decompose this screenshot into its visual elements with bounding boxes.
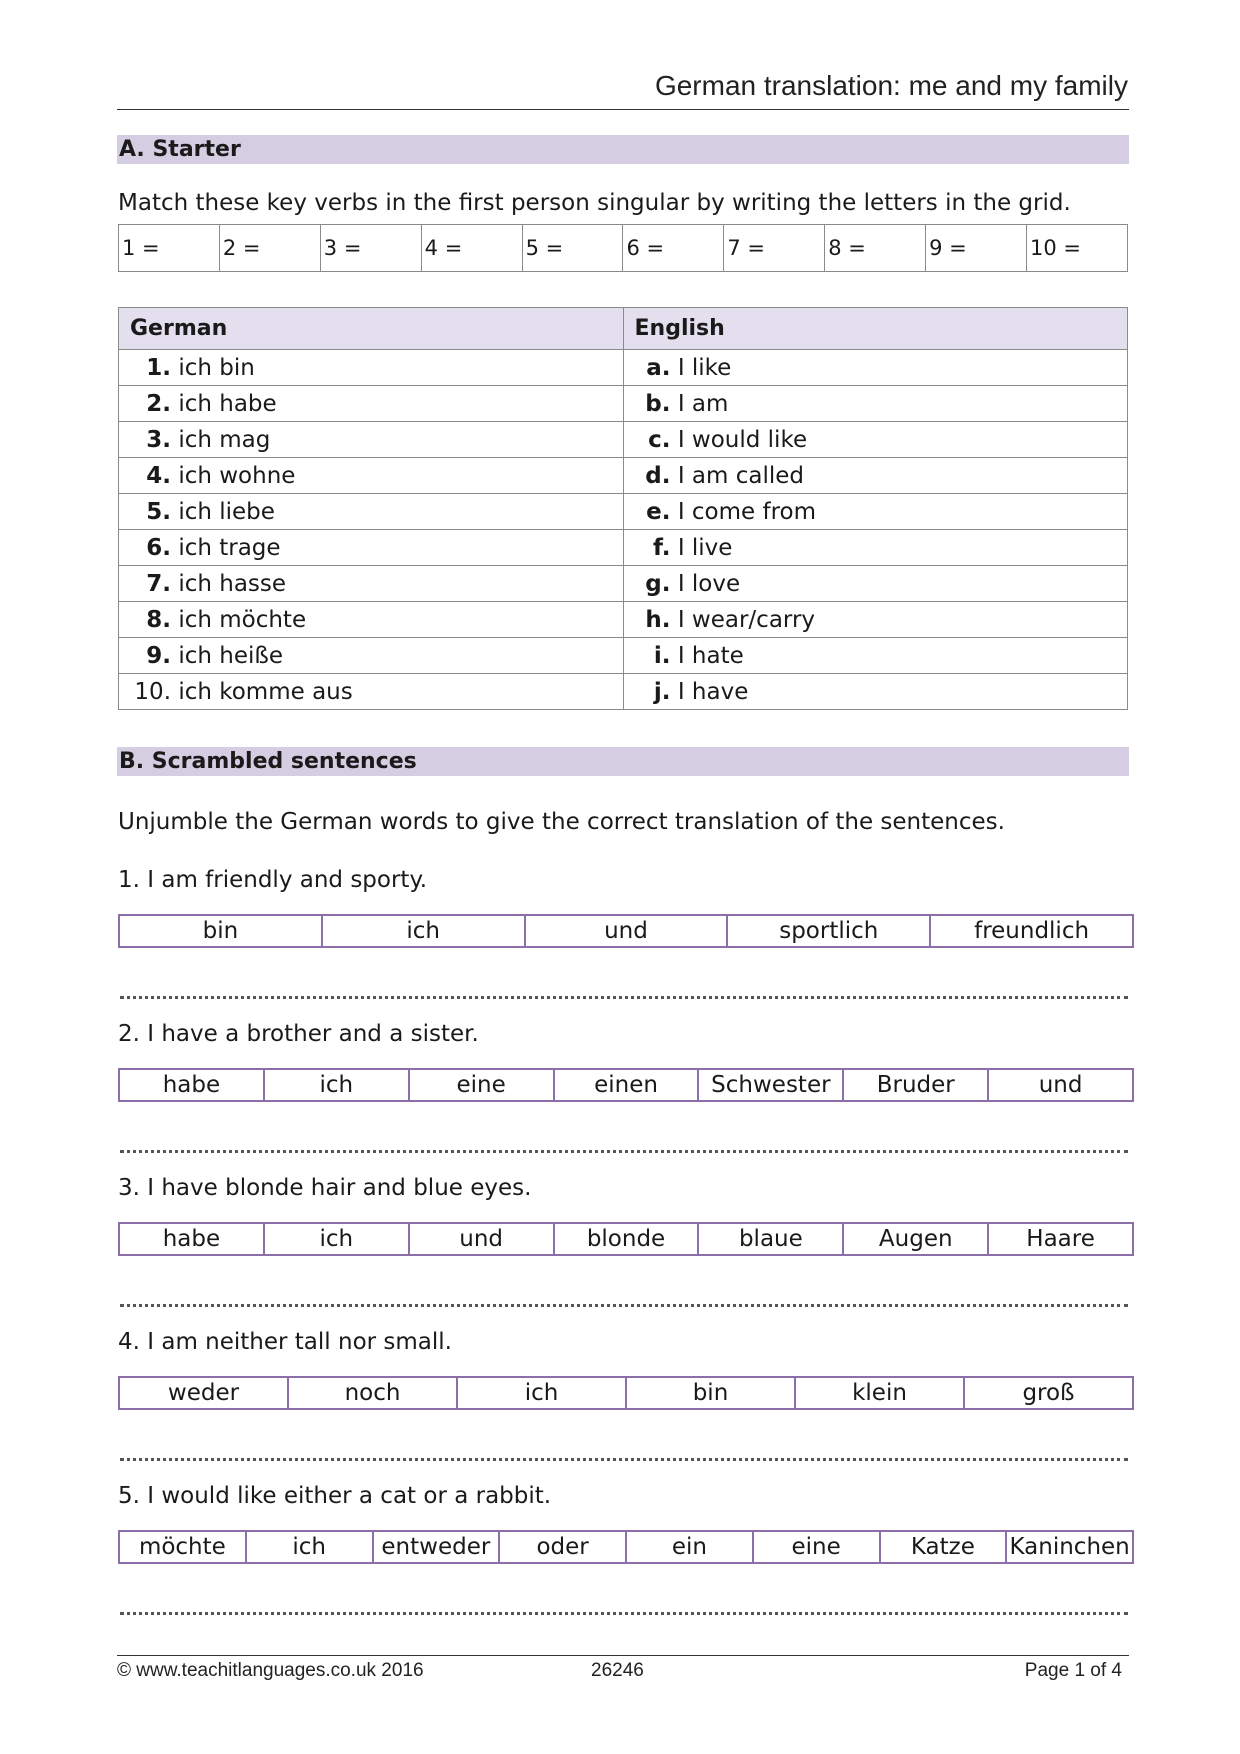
- word-tile: Bruder: [844, 1070, 989, 1100]
- answer-line[interactable]: [120, 1150, 1128, 1153]
- word-bank: [118, 1068, 1134, 1102]
- english-cell: [623, 674, 1128, 710]
- english-verb: I am: [677, 390, 729, 417]
- section-a-heading-text: A. Starter: [119, 137, 241, 162]
- item-number: 9.: [146, 642, 171, 669]
- section-b-heading-text: B. Scrambled sentences: [119, 749, 417, 774]
- answer-cell[interactable]: 4 =: [421, 225, 522, 272]
- english-verb: I wear/carry: [677, 606, 816, 633]
- word-tile: klein: [796, 1378, 965, 1408]
- word-tile: groß: [1022, 1380, 1075, 1406]
- german-cell: [119, 386, 624, 422]
- word-tile: weder: [120, 1378, 289, 1408]
- vocabulary-table: [118, 307, 1128, 710]
- sentence-prompt: 4. I am neither tall nor small.: [118, 1329, 452, 1355]
- item-number: 2.: [146, 390, 171, 417]
- answer-cell[interactable]: 1 =: [119, 225, 220, 272]
- word-bank: [118, 914, 1134, 948]
- answer-cell[interactable]: 10 =: [1027, 225, 1128, 272]
- item-letter: h.: [645, 606, 671, 633]
- english-verb: I come from: [677, 498, 817, 525]
- german-cell: [119, 602, 624, 638]
- section-b-instruction: Unjumble the German words to give the correct translation of the sentences.: [118, 809, 1005, 835]
- german-verb: ich trage: [178, 534, 281, 561]
- item-number: 7.: [146, 570, 171, 597]
- word-tile: Kaninchen: [1009, 1534, 1130, 1560]
- title-divider: [117, 109, 1129, 110]
- english-cell: [623, 566, 1128, 602]
- table-header-row: [119, 308, 1128, 350]
- word-tile: blaue: [699, 1224, 844, 1254]
- word-tile: ich: [265, 1224, 410, 1254]
- answer-line[interactable]: [120, 996, 1128, 999]
- german-verb: ich liebe: [178, 498, 275, 525]
- table-row: [119, 602, 1128, 638]
- item-letter: a.: [646, 354, 671, 381]
- answer-line[interactable]: [120, 1612, 1128, 1615]
- german-cell: [119, 674, 624, 710]
- english-cell: [623, 458, 1128, 494]
- item-letter: b.: [645, 390, 671, 417]
- word-tile: habe: [120, 1070, 265, 1100]
- word-tile: ich: [265, 1070, 410, 1100]
- answer-cell[interactable]: 6 =: [623, 225, 724, 272]
- answer-cell[interactable]: 2 =: [219, 225, 320, 272]
- word-tile: habe: [120, 1224, 265, 1254]
- item-number: 8.: [146, 606, 171, 633]
- answer-cell[interactable]: 3 =: [320, 225, 421, 272]
- english-cell: [623, 422, 1128, 458]
- word-bank: [118, 1530, 1134, 1564]
- table-row: [119, 494, 1128, 530]
- word-tile: Haare: [1026, 1226, 1095, 1252]
- table-row: [119, 458, 1128, 494]
- column-header-german: German: [119, 308, 624, 350]
- german-verb: ich habe: [178, 390, 277, 417]
- item-number: 4.: [146, 462, 171, 489]
- english-verb: I hate: [677, 642, 744, 669]
- table-row: [119, 422, 1128, 458]
- german-cell: [119, 530, 624, 566]
- footer-copyright: © www.teachitlanguages.co.uk 2016: [117, 1660, 424, 1681]
- table-row: [119, 638, 1128, 674]
- word-tile: Schwester: [699, 1070, 844, 1100]
- sentence-prompt: 1. I am friendly and sporty.: [118, 867, 428, 893]
- item-letter: c.: [648, 426, 671, 453]
- word-tile: eine: [410, 1070, 555, 1100]
- footer-divider: [117, 1655, 1129, 1656]
- word-tile: ein: [627, 1532, 754, 1562]
- word-tile: sportlich: [728, 916, 931, 946]
- answer-line[interactable]: [120, 1304, 1128, 1307]
- item-number: 3.: [146, 426, 171, 453]
- word-tile: oder: [500, 1532, 627, 1562]
- word-tile: und: [1038, 1072, 1083, 1098]
- section-b-heading: [117, 747, 1129, 776]
- word-bank: [118, 1376, 1134, 1410]
- item-number: 5.: [146, 498, 171, 525]
- english-verb: I live: [677, 534, 733, 561]
- section-a-heading: [117, 135, 1129, 164]
- english-cell: [623, 386, 1128, 422]
- english-verb: I am called: [677, 462, 804, 489]
- item-letter: g.: [645, 570, 671, 597]
- item-letter: i.: [653, 642, 671, 669]
- document-title: German translation: me and my family: [654, 70, 1128, 101]
- german-cell: [119, 458, 624, 494]
- sentence-prompt: 5. I would like either a cat or a rabbit.: [118, 1483, 552, 1509]
- word-tile: eine: [754, 1532, 881, 1562]
- section-a-instruction: Match these key verbs in the first person singular by writing the letters in the grid.: [118, 190, 1071, 216]
- word-tile: entweder: [374, 1532, 501, 1562]
- german-verb: ich heiße: [178, 642, 283, 669]
- word-tile: ich: [458, 1378, 627, 1408]
- german-verb: ich bin: [178, 354, 255, 381]
- table-row: [119, 350, 1128, 386]
- english-cell: [623, 350, 1128, 386]
- english-cell: [623, 602, 1128, 638]
- footer-resource-code: 26246: [591, 1660, 644, 1681]
- german-verb: ich wohne: [178, 462, 296, 489]
- item-number: 6.: [146, 534, 171, 561]
- answer-cell[interactable]: 9 =: [926, 225, 1027, 272]
- english-cell: [623, 638, 1128, 674]
- item-letter: j.: [653, 678, 671, 705]
- word-tile: ich: [323, 916, 526, 946]
- word-tile: Augen: [844, 1224, 989, 1254]
- table-row: [119, 530, 1128, 566]
- german-cell: [119, 422, 624, 458]
- footer-page-number: Page 1 of 4: [1024, 1660, 1122, 1681]
- english-verb: I have: [677, 678, 749, 705]
- word-tile: ich: [247, 1532, 374, 1562]
- item-number: 1.: [146, 354, 171, 381]
- word-tile: noch: [289, 1378, 458, 1408]
- answer-cell[interactable]: 5 =: [522, 225, 623, 272]
- german-verb: ich komme aus: [178, 678, 353, 705]
- table-row: [119, 566, 1128, 602]
- word-tile: und: [526, 916, 729, 946]
- german-verb: ich möchte: [178, 606, 307, 633]
- sentence-prompt: 2. I have a brother and a sister.: [118, 1021, 479, 1047]
- word-tile: bin: [120, 916, 323, 946]
- word-tile: freundlich: [974, 918, 1090, 944]
- answer-line[interactable]: [120, 1458, 1128, 1461]
- word-tile: blonde: [555, 1224, 700, 1254]
- column-header-english: English: [623, 308, 1128, 350]
- english-verb: I love: [677, 570, 741, 597]
- german-cell: [119, 350, 624, 386]
- table-row: [119, 386, 1128, 422]
- word-bank: [118, 1222, 1134, 1256]
- german-cell: [119, 566, 624, 602]
- word-tile: möchte: [120, 1532, 247, 1562]
- item-letter: f.: [653, 534, 671, 561]
- german-cell: [119, 638, 624, 674]
- english-verb: I would like: [677, 426, 808, 453]
- word-tile: und: [410, 1224, 555, 1254]
- german-cell: [119, 494, 624, 530]
- word-tile: bin: [627, 1378, 796, 1408]
- item-letter: d.: [645, 462, 671, 489]
- german-verb: ich hasse: [178, 570, 287, 597]
- item-letter: e.: [646, 498, 671, 525]
- answer-grid: [118, 224, 1128, 272]
- word-tile: einen: [555, 1070, 700, 1100]
- english-verb: I like: [677, 354, 732, 381]
- english-cell: [623, 530, 1128, 566]
- item-number: 10.: [134, 678, 171, 705]
- table-row: [119, 674, 1128, 710]
- sentence-prompt: 3. I have blonde hair and blue eyes.: [118, 1175, 532, 1201]
- answer-cell[interactable]: 8 =: [825, 225, 926, 272]
- answer-cell[interactable]: 7 =: [724, 225, 825, 272]
- english-cell: [623, 494, 1128, 530]
- word-tile: Katze: [881, 1532, 1008, 1562]
- german-verb: ich mag: [178, 426, 271, 453]
